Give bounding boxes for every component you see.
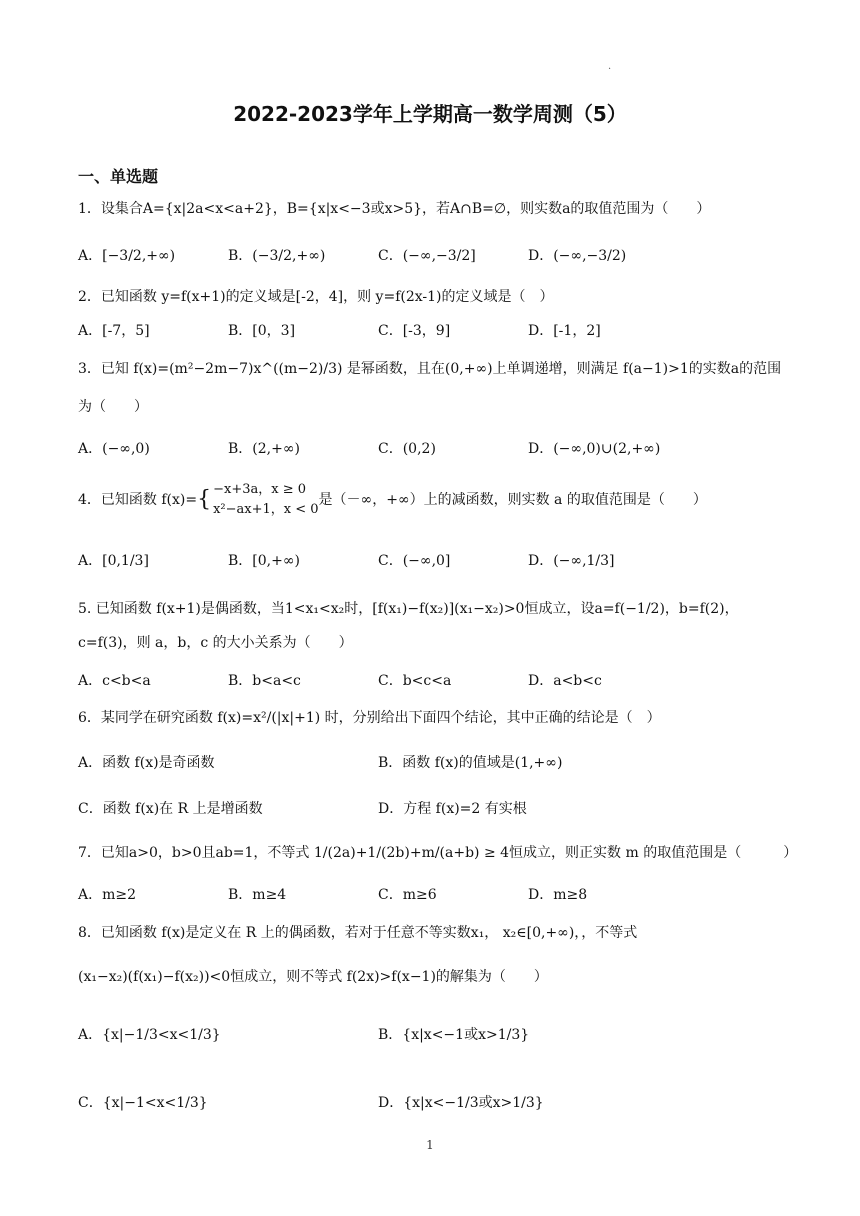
q4-option-d[interactable]: D．(−∞,1/3]	[528, 553, 615, 569]
left-brace-icon: {	[197, 487, 212, 512]
question-1: 1．设集合A={x|2a<x<a+2}，B={x|x<−3或x>5}，若A∩B=∅，则实数a的取值范围为（ ）	[78, 201, 711, 217]
q7-option-b[interactable]: B．m≥4	[228, 887, 287, 903]
q1-option-b[interactable]: B．(−3/2,+∞)	[228, 248, 326, 264]
q1-option-a[interactable]: A．[−3/2,+∞)	[78, 248, 176, 264]
q2-option-b[interactable]: B．[0，3]	[228, 323, 296, 339]
page-title: 2022-2023学年上学期高一数学周测（5）	[233, 102, 627, 126]
q4-case-1: −x+3a，x ≥ 0	[213, 482, 306, 497]
question-2: 2．已知函数 y=f(x+1)的定义域是[-2，4]，则 y=f(2x-1)的定义域是（ ）	[78, 289, 554, 305]
question-5: 5. 已知函数 f(x+1)是偶函数，当1<x₁<x₂时，[f(x₁)−f(x₂)](x₁−x₂)>0恒成立，设a=f(−1/2)，b=f(2)，	[78, 601, 739, 617]
q4-cases	[213, 480, 318, 520]
q6-option-a[interactable]: A．函数 f(x)是奇函数	[78, 755, 215, 771]
question-4	[78, 480, 788, 520]
q3-option-a[interactable]: A．(−∞,0)	[78, 441, 150, 457]
question-3-cont: 为（ ）	[78, 399, 148, 415]
q4-option-c[interactable]: C．(−∞,0]	[378, 553, 451, 569]
header-dot: ·	[608, 64, 612, 75]
q2-option-d[interactable]: D．[-1，2]	[528, 323, 601, 339]
q8-option-b[interactable]: B．{x|x<−1或x>1/3}	[378, 1027, 530, 1043]
q7-option-a[interactable]: A．m≥2	[78, 887, 137, 903]
q8-option-a[interactable]: A．{x|−1/3<x<1/3}	[78, 1027, 221, 1043]
q8-option-d[interactable]: D．{x|x<−1/3或x>1/3}	[378, 1095, 544, 1111]
question-6: 6．某同学在研究函数 f(x)=x²/(|x|+1) 时，分别给出下面四个结论，其中正确的结论是（ ）	[78, 710, 661, 726]
q4-text-pre: 4．已知函数 f(x)=	[78, 492, 198, 508]
q4-option-a[interactable]: A．[0,1/3]	[78, 553, 149, 569]
q3-option-c[interactable]: C．(0,2)	[378, 441, 436, 457]
q6-option-d[interactable]: D．方程 f(x)=2 有实根	[378, 801, 527, 817]
q6-option-c[interactable]: C．函数 f(x)在 R 上是增函数	[78, 801, 263, 817]
q6-option-b[interactable]: B．函数 f(x)的值域是(1,+∞)	[378, 755, 563, 771]
question-8: 8．已知函数 f(x)是定义在 R 上的偶函数，若对于任意不等实数x₁， x₂∈[0,+∞)，，不等式	[78, 925, 638, 941]
q5-option-c[interactable]: C．b<c<a	[378, 673, 452, 689]
q5-option-a[interactable]: A．c<b<a	[78, 673, 151, 689]
q3-option-b[interactable]: B．(2,+∞)	[228, 441, 300, 457]
q5-option-d[interactable]: D．a<b<c	[528, 673, 602, 689]
q4-case-2: x²−ax+1，x < 0	[213, 502, 319, 517]
q1-option-c[interactable]: C．(−∞,−3/2]	[378, 248, 476, 264]
q8-option-c[interactable]: C．{x|−1<x<1/3}	[78, 1095, 208, 1111]
section-heading: 一、单选题	[78, 167, 159, 186]
q7-option-d[interactable]: D．m≥8	[528, 887, 588, 903]
question-3: 3．已知 f(x)=(m²−2m−7)x^((m−2)/3) 是幂函数，且在(0,+∞)上单调递增，则满足 f(a−1)>1的实数a的范围	[78, 361, 782, 377]
q2-option-a[interactable]: A．[-7，5]	[78, 323, 150, 339]
question-7: 7．已知a>0，b>0且ab=1，不等式 1/(2a)+1/(2b)+m/(a+b) ≥ 4恒成立，则正实数 m 的取值范围是（ ）	[78, 845, 798, 861]
q2-option-c[interactable]: C．[-3，9]	[378, 323, 451, 339]
page-number: 1	[426, 1138, 434, 1152]
q4-option-b[interactable]: B．[0,+∞)	[228, 553, 300, 569]
q1-option-d[interactable]: D．(−∞,−3/2)	[528, 248, 627, 264]
q4-text-post: 是（－∞，+∞）上的减函数，则实数 a 的取值范围是（ ）	[318, 492, 707, 508]
q7-option-c[interactable]: C．m≥6	[378, 887, 437, 903]
q3-option-d[interactable]: D．(−∞,0)∪(2,+∞)	[528, 441, 661, 457]
q5-option-b[interactable]: B．b<a<c	[228, 673, 301, 689]
question-5-cont: c=f(3)，则 a，b，c 的大小关系为（ ）	[78, 635, 353, 651]
question-8-cont: (x₁−x₂)(f(x₁)−f(x₂))<0恒成立，则不等式 f(2x)>f(x−1)的解集为（ ）	[78, 969, 548, 985]
